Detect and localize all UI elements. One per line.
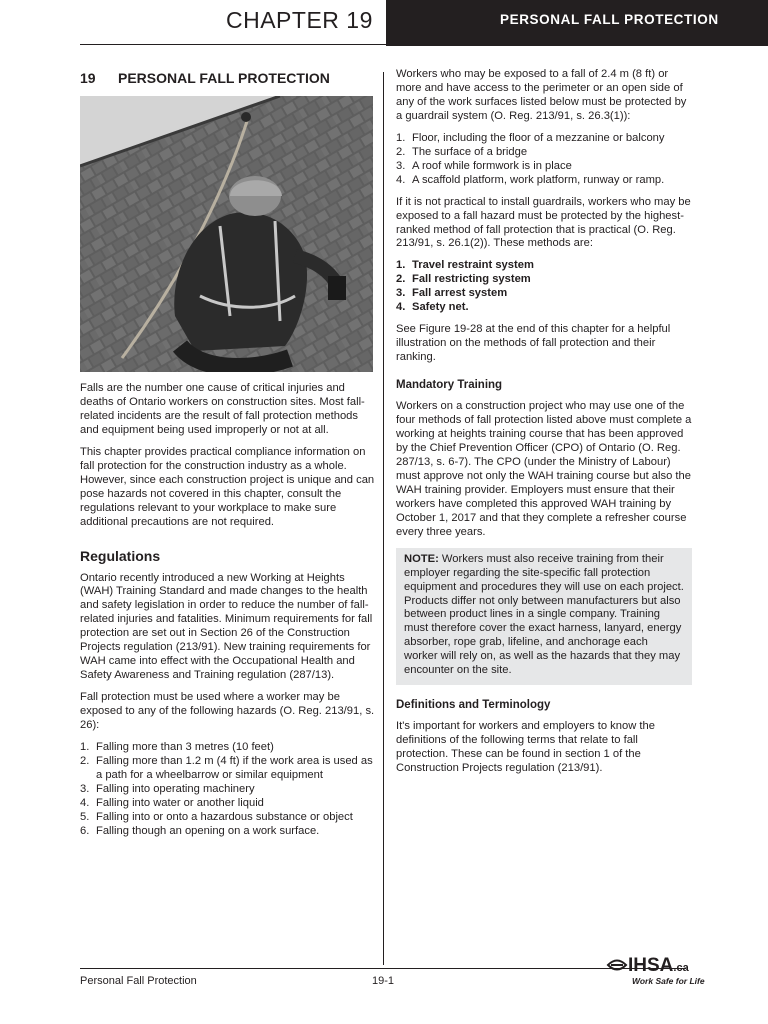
list-item: 1. Travel restraint system (396, 259, 534, 272)
hazards-list (80, 741, 376, 839)
mandatory-training-heading: Mandatory Training (396, 379, 503, 392)
left-column (80, 68, 376, 847)
note-label: NOTE: (404, 552, 439, 565)
list-item: 4. Falling into water or another liquid (80, 796, 264, 809)
logo-tagline: Work Safe for Life (632, 976, 705, 986)
list-item: 2. Fall restricting system (396, 273, 531, 286)
footer-title: Personal Fall Protection (80, 975, 197, 987)
svg-text:IHSA.ca (628, 955, 690, 976)
figure-reference-paragraph: See Figure 19-28 at the end of this chapter for a helpful illustration on the methods of fall protection and their ranking. (396, 323, 671, 364)
intro-paragraph-2: This chapter provides practical compliance information on fall protection for the construction industry as a whole. However, since each construction project is unique and can pose hazards not covered in this chapter, consult the regulations relevant to your workplace to make sure additional precautions are not required. (80, 445, 375, 528)
list-item: 1. Floor, including the floor of a mezzanine or balcony (396, 131, 665, 144)
ihsa-swoosh-icon (608, 961, 626, 970)
methods-paragraph: If it is not practical to install guardrails, workers who may be exposed to a fall hazard must be protected by the highest-ranked method of fall protection that is practical (O. Reg. 213/91, s. 26.1(2)). These methods are: (396, 195, 691, 250)
roof-worker-photo (80, 96, 373, 372)
ihsa-logo (604, 951, 714, 991)
list-item: 4. A scaffold platform, work platform, runway or ramp. (396, 173, 665, 186)
list-item: 2. The surface of a bridge (396, 145, 528, 158)
page-number: 19-1 (372, 975, 395, 987)
list-item: 3. A roof while formwork is in place (396, 159, 572, 172)
list-item: 4. Safety net. (396, 301, 469, 314)
logo-suffix: .ca (673, 962, 689, 974)
regulations-heading: Regulations (80, 547, 161, 564)
regulations-paragraph-1: Ontario recently introduced a new Working at Heights (WAH) Training Standard and made changes to the health and safety legislation in order to reduce the number of fall-related injuries and fatalities. Minimum requirements for fall protection are set out in Section 26 of the Construction Projects regulation (213/91). New training requirements for WAH came into effect with the Occupational Health and Safety Awareness and Training regulation (287/13). (80, 571, 373, 682)
header-rule (80, 44, 386, 45)
note-box (396, 548, 692, 686)
right-column (396, 68, 692, 784)
logo-text: IHSA (628, 955, 674, 976)
chapter-label: CHAPTER 19 (226, 7, 373, 33)
definitions-paragraph: It's important for workers and employers to know the definitions of the following terms that relate to fall protection. These can be found in section 1 of the Construction Projects regulation (213/91). (396, 720, 655, 775)
list-item: 6. Falling though an opening on a work surface. (80, 824, 320, 837)
section-number: 19 (80, 70, 96, 86)
footer-rule (80, 968, 686, 969)
section-heading (80, 70, 376, 86)
header-title: PERSONAL FALL PROTECTION (500, 12, 719, 27)
list-item: 1. Falling more than 3 metres (10 feet) (80, 741, 274, 754)
note-text: Workers must also receive training from their employer regarding the site-specific fall protection equipment and procedures they will use on each project. Products differ not only between manufacturers but also between product lines in a single company. Training must therefore cover the exact harness, lanyard, energy absorber, rope grab, lifeline, and anchorage each worker will rely on, as well as the hazards that they may encounter on the site. (404, 552, 684, 677)
guardrail-paragraph: Workers who may be exposed to a fall of 2.4 m (8 ft) or more and have access to the perimeter or an open side of any of the work surfaces listed below must be protected by a guardrail system (O. Reg. 213/91, s. 26.3(1)): (396, 68, 687, 122)
definitions-heading: Definitions and Terminology (396, 699, 551, 712)
work-surfaces-list (396, 132, 692, 188)
list-item: 5. Falling into or onto a hazardous substance or object (80, 810, 353, 823)
list-item: 2. Falling more than 1.2 m (4 ft) if the work area is used as a path for a wheelbarrow or similar equipment (80, 754, 373, 781)
list-item: 3. Fall arrest system (396, 287, 508, 300)
methods-list (396, 259, 692, 315)
section-title: PERSONAL FALL PROTECTION (118, 70, 330, 86)
intro-paragraph-1: Falls are the number one cause of critical injuries and deaths of Ontario workers on construction sites. Most fall-related incidents are the result of fall protection methods and equipment being used improperly or not at all. (80, 382, 365, 436)
mandatory-training-paragraph: Workers on a construction project who may use one of the four methods of fall protection listed above must complete a working at heights training course that has been approved by the Chief Prevention Officer (CPO) of Ontario (O. Reg. 287/13, s. 6-7). The CPO (under the Ministry of Labour) must approve not only the WAH training course but also the WAH training provider. Employers must ensure that their workers have completed this approved WAH training by October 1, 2017 and that they complete a refresher course every three years. (396, 400, 692, 538)
regulations-paragraph-2: Fall protection must be used where a worker may be exposed to any of the following hazards (O. Reg. 213/91, s. 26): (80, 691, 375, 732)
list-item: 3. Falling into operating machinery (80, 782, 255, 795)
column-divider (383, 72, 384, 965)
